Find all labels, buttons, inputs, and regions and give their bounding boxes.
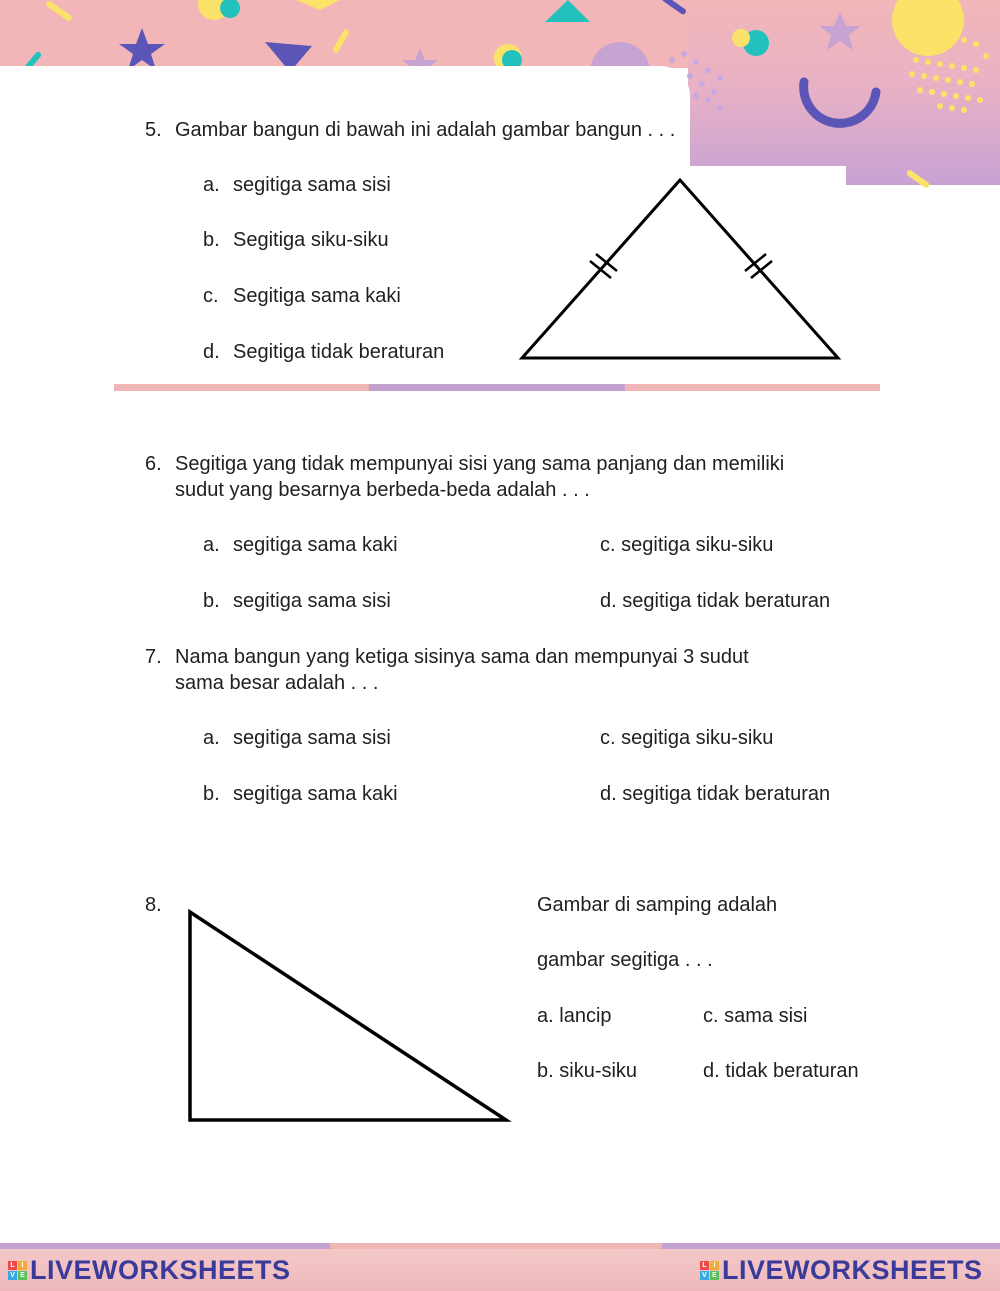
q5-option-c[interactable] — [203, 283, 401, 309]
option-text: segitiga sama sisi — [233, 174, 391, 196]
option-letter: d. — [203, 341, 220, 363]
option-text: segitiga tidak beraturan — [622, 783, 831, 805]
question-number: 6. — [145, 453, 162, 475]
option-text: siku-siku — [559, 1060, 638, 1082]
option-letter: d. — [600, 590, 617, 612]
q8-option-c[interactable] — [703, 1003, 807, 1029]
question-text: Gambar bangun di bawah ini adalah gambar bangun . . . — [175, 119, 676, 141]
logo-letter: V — [8, 1271, 17, 1280]
option-letter: c. — [600, 727, 616, 749]
option-text: segitiga sama kaki — [233, 783, 398, 805]
right-triangle-figure — [180, 900, 520, 1132]
question-text: Segitiga yang tidak mempunyai sisi yang sama panjang dan memiliki — [175, 453, 785, 475]
footer-brand-right[interactable] — [700, 1255, 983, 1286]
option-text: segitiga siku-siku — [621, 534, 774, 556]
question-text-line2: sama besar adalah . . . — [175, 672, 379, 694]
option-text: segitiga sama kaki — [233, 534, 398, 556]
liveworksheets-logo-icon — [8, 1261, 27, 1280]
brand-name: LIVEWORKSHEETS — [30, 1255, 291, 1285]
option-text: Segitiga tidak beraturan — [233, 341, 445, 363]
logo-letter: L — [8, 1261, 17, 1270]
question-8-number: 8. — [145, 894, 162, 916]
q5-option-b[interactable] — [203, 227, 389, 253]
footer-brand-left[interactable] — [8, 1255, 291, 1286]
option-letter: d. — [600, 783, 617, 805]
option-letter: a. — [203, 534, 220, 556]
option-text: Segitiga sama kaki — [233, 285, 401, 307]
option-letter: c. — [703, 1005, 719, 1027]
option-text: sama sisi — [724, 1005, 808, 1027]
option-letter: a. — [537, 1005, 554, 1027]
question-8-text-line1: Gambar di samping adalah — [537, 894, 778, 916]
q6-option-a[interactable] — [203, 532, 398, 558]
q6-option-b[interactable] — [203, 588, 391, 614]
q8-option-a[interactable] — [537, 1003, 612, 1029]
question-6 — [145, 451, 784, 503]
option-letter: b. — [537, 1060, 554, 1082]
question-8-text-line2: gambar segitiga . . . — [537, 949, 713, 971]
option-text: segitiga siku-siku — [621, 727, 774, 749]
q8-option-d[interactable] — [703, 1058, 859, 1084]
option-letter: c. — [203, 285, 219, 307]
logo-letter: V — [700, 1271, 709, 1280]
q7-option-c[interactable] — [600, 725, 773, 751]
option-text: Segitiga siku-siku — [233, 229, 389, 251]
logo-letter: I — [710, 1261, 719, 1270]
question-number: 7. — [145, 646, 162, 668]
q7-option-a[interactable] — [203, 725, 391, 751]
option-letter: c. — [600, 534, 616, 556]
logo-letter: I — [18, 1261, 27, 1270]
liveworksheets-logo-icon — [700, 1261, 719, 1280]
option-text: segitiga sama sisi — [233, 590, 391, 612]
option-letter: a. — [203, 727, 220, 749]
question-text-line2: sudut yang besarnya berbeda-beda adalah . . . — [175, 479, 590, 501]
question-number: 5. — [145, 119, 162, 141]
logo-letter: E — [18, 1271, 27, 1280]
option-text: lancip — [559, 1005, 612, 1027]
option-text: segitiga tidak beraturan — [622, 590, 831, 612]
option-letter: d. — [703, 1060, 720, 1082]
q6-option-c[interactable] — [600, 532, 773, 558]
option-letter: a. — [203, 174, 220, 196]
q8-option-b[interactable] — [537, 1058, 637, 1084]
logo-letter: E — [710, 1271, 719, 1280]
q5-option-d[interactable] — [203, 339, 444, 365]
q7-option-d[interactable] — [600, 781, 830, 807]
question-text: Nama bangun yang ketiga sisinya sama dan mempunyai 3 sudut — [175, 646, 749, 668]
question-7 — [145, 644, 749, 696]
option-letter: b. — [203, 783, 220, 805]
q5-option-a[interactable] — [203, 172, 391, 198]
option-letter: b. — [203, 590, 220, 612]
option-letter: b. — [203, 229, 220, 251]
section-divider — [114, 384, 880, 391]
brand-name: LIVEWORKSHEETS — [722, 1255, 983, 1285]
q6-option-d[interactable] — [600, 588, 830, 614]
option-text: tidak beraturan — [725, 1060, 859, 1082]
q7-option-b[interactable] — [203, 781, 398, 807]
logo-letter: L — [700, 1261, 709, 1270]
isosceles-triangle-figure — [510, 170, 850, 370]
option-text: segitiga sama sisi — [233, 727, 391, 749]
question-5 — [145, 117, 675, 143]
